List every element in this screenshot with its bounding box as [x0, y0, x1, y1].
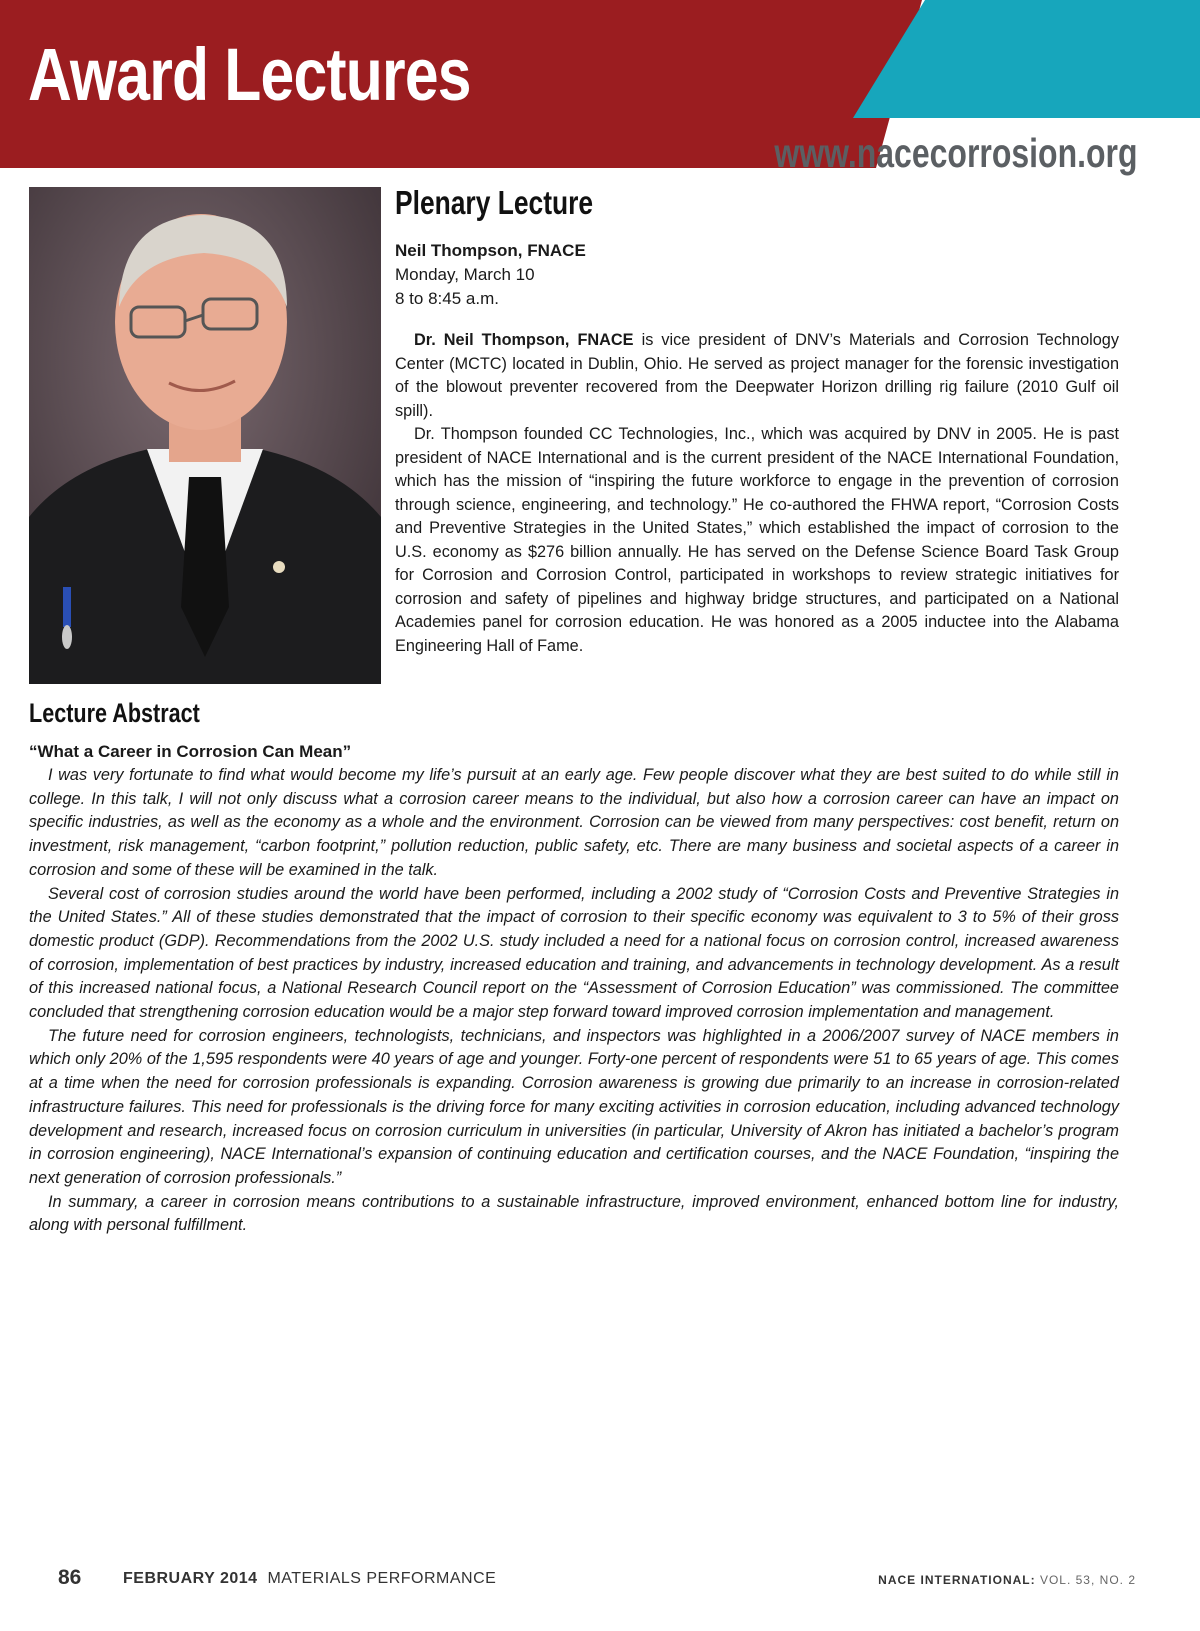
website-link[interactable]: www.nacecorrosion.org: [774, 130, 1138, 176]
issue-info: [123, 1570, 496, 1588]
abstract-paragraph: In summary, a career in corrosion means contributions to a sustainable infrastructure, improved environment, enhanced bottom line for industry, along with personal fulfillment.: [29, 1192, 1119, 1235]
abstract-paragraph: Several cost of corrosion studies around the world have been performed, including a 2002 study of “Corrosion Costs and Preventive Strategies in the United States.” All of these studies demonstrated that the impact of corrosion to their specific economy was equivalent to 3 to 5% of their gross domestic product (GDP). Recommendations from the 2002 U.S. study included a need for a national focus on corrosion control, increased awareness of corrosion, implementation of best practices by industry, increased education and training, and advancements in technology development. As a result of this increased national focus, a National Research Council report on the “Assessment of Corrosion Education” was commissioned. The committee concluded that strengthening corrosion education would be a major step forward toward improved corrosion implementation and management.: [29, 884, 1119, 1022]
bio-name: Dr. Neil Thompson, FNACE: [414, 331, 634, 349]
bio-paragraph: Dr. Thompson founded CC Technologies, Inc., which was acquired by DNV in 2005. He is past president of NACE International and is the current president of the NACE International Foundation, which has the mission of “inspiring the future workforce to engage in the prevention of corrosion through science, engineering, and technology.” He co-authored the FHWA report, “Corrosion Costs and Preventive Strategies in the United States,” which established the impact of corrosion to the U.S. economy as $276 billion annually. He has served on the Defense Science Board Task Group for Corrosion and Corrosion Control, participated in workshops to review strategic initiatives for corrosion and safety of pipelines and highway bridge structures, and participated on a National Academies panel for corrosion education. He was honored as a 2005 inductee into the Alabama Engineering Hall of Fame.: [395, 425, 1119, 655]
lecture-heading: Plenary Lecture: [395, 184, 594, 221]
bio-paragraph: [395, 329, 1119, 423]
abstract-heading: Lecture Abstract: [29, 698, 200, 728]
volume-number: VOL. 53, NO. 2: [1039, 1573, 1136, 1587]
speaker-bio: [395, 329, 1119, 658]
abstract-paragraph: The future need for corrosion engineers, technologists, technicians, and inspectors was highlighted in a 2006/2007 survey of NACE members in which only 20% of the 1,595 respondents were 40 years of age and younger. Forty-one percent of respondents were 51 to 65 years of age. This comes at a time when the need for corrosion professionals is expanding. Corrosion awareness is growing due primarily to an increase in corrosion-related infrastructure failures. This need for professionals is the driving force for many exciting activities in corrosion education, including advanced technology development and research, increased focus on corrosion curriculum in universities (in particular, University of Akron has initiated a bachelor’s program in corrosion engineering), NACE International’s expansion of continuing education and certification courses, and the NACE Foundation, “inspiring the next generation of corrosion professionals.”: [29, 1026, 1119, 1187]
lecture-details: [395, 183, 1119, 658]
section-title: Award Lectures: [28, 33, 471, 116]
lecture-date: Monday, March 10: [395, 265, 535, 284]
lecture-abstract: [29, 695, 1119, 1238]
publication-name: MATERIALS PERFORMANCE: [267, 1570, 497, 1587]
abstract-body: [29, 764, 1119, 1238]
abstract-paragraph: I was very fortunate to find what would become my life’s pursuit at an early age. Few people discover what they are best suited to do while still in college. In this talk, I will not only discuss what a corrosion career means to the individual, but also how a corrosion career can have an impact on specific industries, as well as the economy as a whole and the environment. Corrosion can be viewed from many perspectives: cost benefit, return on investment, risk management, “carbon footprint,” pollution reduction, public safety, etc. There are many business and societal aspects of a career in corrosion and some of these will be examined in the talk.: [29, 766, 1119, 879]
org-name: NACE INTERNATIONAL:: [878, 1573, 1036, 1587]
speaker-portrait-illustration: [29, 187, 381, 684]
issue-month-year: FEBRUARY 2014: [123, 1570, 258, 1587]
speaker-photo: [29, 187, 381, 684]
volume-info: [878, 1573, 1136, 1587]
page-footer: [0, 1566, 1200, 1596]
abstract-title: “What a Career in Corrosion Can Mean”: [29, 742, 352, 761]
speaker-name: Neil Thompson, FNACE: [395, 241, 586, 260]
bio-text: is vice president of DNV’s Materials and Corrosion Technology Center (MCTC) located in Dublin, Ohio. He served as project manager for the forensic investigation of the blowout preventer recovered from the Deepwater Horizon drilling rig failure (2010 Gulf oil spill).: [395, 331, 1119, 420]
lecture-meta: [395, 239, 1119, 311]
page-number: 86: [58, 1566, 82, 1589]
lecture-time: 8 to 8:45 a.m.: [395, 289, 499, 308]
